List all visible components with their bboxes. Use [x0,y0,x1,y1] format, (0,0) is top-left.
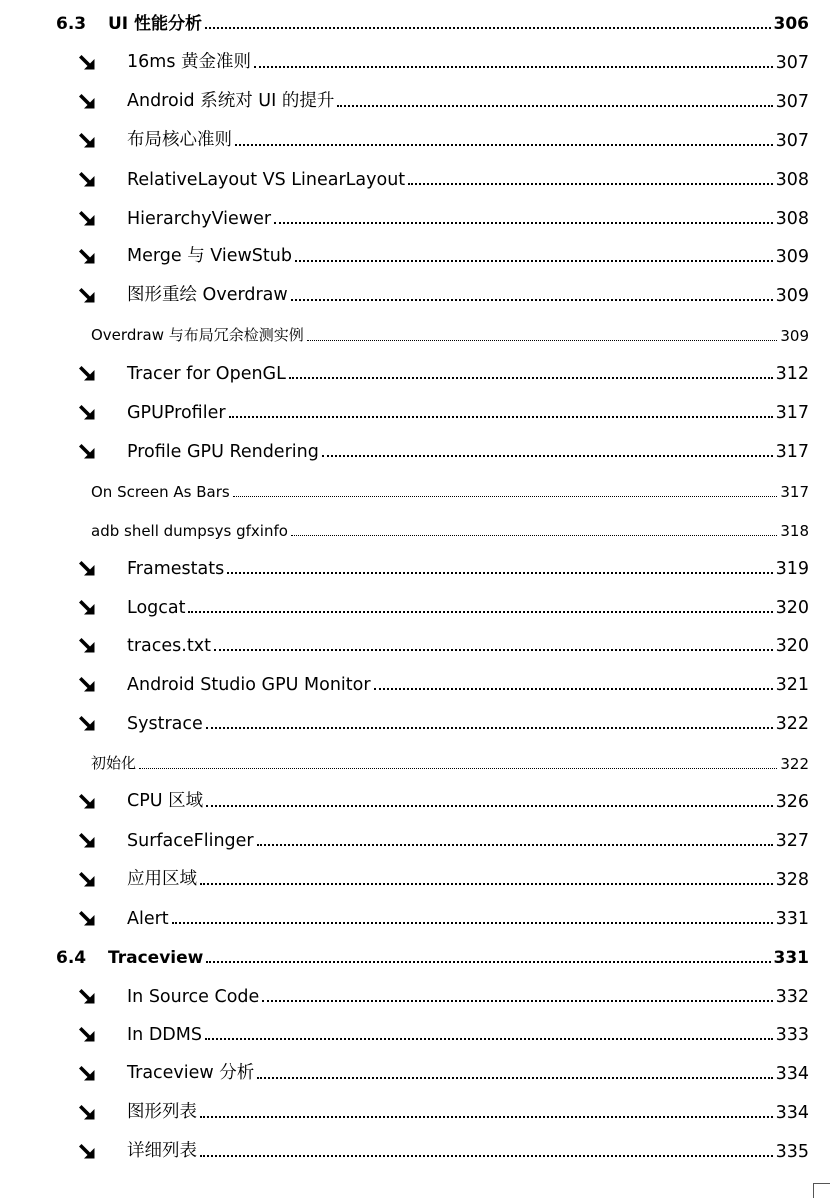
toc-entry[interactable] [0,43,830,73]
arrow-down-right-icon [78,440,127,462]
toc-entry-title: Android 系统对 UI 的提升 [127,90,335,111]
toc-entry-title: adb shell dumpsys gfxinfo [91,521,288,540]
section-title: UI 性能分析 [108,14,203,34]
toc-entry-title: RelativeLayout VS LinearLayout [127,169,406,190]
toc-entry-title: CPU 区域 [127,791,204,811]
dot-leader [257,1077,772,1079]
toc-entry[interactable] [0,4,830,34]
arrow-down-right-icon [78,712,127,734]
toc-entry[interactable] [0,393,830,423]
page-number: 308 [775,208,809,229]
toc-entry-title: 图形重绘 Overdraw [127,285,288,306]
dot-leader [206,727,773,729]
dot-leader [227,572,772,574]
toc-entry-title: 图形列表 [127,1102,197,1123]
toc-entry[interactable] [0,1093,830,1123]
arrow-down-right-icon [78,245,127,267]
toc-entry[interactable] [0,665,830,695]
toc-entry[interactable] [0,860,830,890]
page-number: 334 [775,1103,809,1124]
page-number: 332 [775,986,809,1007]
dot-leader [289,377,773,379]
toc-entry[interactable] [0,1054,830,1084]
toc-entry[interactable] [0,199,830,229]
page-number: 309 [775,286,809,307]
page-number: 334 [775,1064,809,1085]
arrow-down-right-icon [78,1023,127,1045]
toc-entry-title: In Source Code [127,986,260,1007]
toc-entry-title: GPUProfiler [127,403,226,423]
page-number: 333 [775,1025,809,1046]
dot-leader [291,535,777,536]
dot-leader [337,105,772,107]
page-number: 307 [775,130,809,151]
page-number: 307 [775,91,809,112]
page-number: 328 [775,869,809,890]
arrow-down-right-icon [78,985,127,1007]
toc-entry-title [56,948,203,968]
dot-leader [172,922,773,924]
toc-entry[interactable] [0,510,830,540]
page-number: 322 [780,755,809,774]
page-number: 318 [780,521,809,540]
toc-entry[interactable] [0,821,830,851]
arrow-down-right-icon [78,557,127,579]
page-number: 312 [775,364,809,385]
toc-entry-title: Traceview 分析 [127,1063,255,1084]
page-number: 326 [775,792,809,812]
page-number: 331 [773,947,809,968]
arrow-down-right-icon [78,362,127,384]
dot-leader [139,768,777,769]
arrow-down-right-icon [78,401,127,423]
arrow-down-right-icon [78,1140,127,1162]
toc-entry-title: Tracer for OpenGL [127,364,286,385]
page-number: 322 [775,714,809,735]
toc-entry-title: SurfaceFlinger [127,830,254,851]
dot-leader [374,688,773,690]
page-number: 308 [775,169,809,190]
arrow-down-right-icon [78,868,127,890]
toc-entry[interactable] [0,743,830,773]
arrow-down-right-icon [78,1062,127,1084]
toc-entry-title: HierarchyViewer [127,208,272,229]
toc-entry[interactable] [0,160,830,190]
toc-entry[interactable] [0,899,830,929]
dot-leader [262,1000,772,1002]
arrow-down-right-icon [78,634,127,656]
toc-entry[interactable] [0,471,830,501]
toc-entry-title: Overdraw 与布局冗余检测实例 [91,326,304,345]
dot-leader [200,1155,773,1157]
arrow-down-right-icon [78,907,127,929]
toc-entry-title: Framestats [127,558,225,579]
page-number: 320 [775,597,809,618]
page-number: 327 [775,830,809,851]
toc-entry-title [56,9,202,34]
arrow-down-right-icon [78,1101,127,1123]
toc-entry[interactable] [0,432,830,462]
page-number: 319 [775,558,809,579]
toc-entry-title: traces.txt [127,636,211,657]
dot-leader [214,649,773,651]
page-number: 335 [775,1142,809,1163]
dot-leader [408,183,772,185]
arrow-down-right-icon [78,673,127,695]
toc-entry-title: Logcat [127,597,186,618]
toc-entry[interactable] [0,626,830,656]
toc-entry-title: On Screen As Bars [91,482,230,501]
toc-entry[interactable] [0,938,830,968]
page-number: 331 [775,908,809,929]
page-number: 307 [775,52,809,73]
page-number: 317 [780,482,809,501]
toc-entry[interactable] [0,704,830,734]
arrow-down-right-icon [78,168,127,190]
toc-entry-title: 应用区域 [127,868,197,889]
toc-entry[interactable] [0,782,830,812]
page-number: 317 [775,441,809,462]
toc-entry-title: 详细列表 [127,1141,197,1162]
dot-leader [200,883,773,885]
toc-entry[interactable] [0,977,830,1007]
toc-entry[interactable] [0,549,830,579]
arrow-down-right-icon [78,284,127,306]
toc-entry-title: 初始化 [91,754,137,773]
section-number: 6.4 [56,947,87,968]
toc-entry[interactable] [0,276,830,306]
dot-leader [205,27,770,29]
arrow-down-right-icon [78,90,127,112]
dot-leader [235,144,773,146]
arrow-down-right-icon [78,596,127,618]
dot-leader [257,844,773,846]
page-number: 317 [775,403,809,423]
dot-leader [254,66,773,68]
dot-leader [205,1038,773,1040]
dot-leader [200,1116,773,1118]
dot-leader [322,455,773,457]
toc-entry[interactable] [0,121,830,151]
page-number: 321 [775,675,809,696]
section-number: 6.3 [56,14,87,34]
toc-entry-title: Alert [127,908,169,929]
dot-leader [274,222,773,224]
page-number: 309 [780,327,809,346]
toc-entry-title: Systrace [127,714,203,735]
arrow-down-right-icon [78,207,127,229]
toc-entry-title: Merge 与 ViewStub [127,246,292,267]
toc-entry[interactable] [0,82,830,112]
toc-entry[interactable] [0,354,830,384]
dot-leader [307,340,778,341]
toc-entry-title: Android Studio GPU Monitor [127,675,371,696]
dot-leader [229,416,773,418]
toc-entry-title: In DDMS [127,1025,202,1046]
arrow-down-right-icon [78,51,127,73]
dot-leader [206,805,772,807]
toc-entry[interactable] [0,1132,830,1162]
toc-entry-title: Profile GPU Rendering [127,441,319,462]
toc-entry-title: 布局核心准则 [127,129,232,150]
toc-entry[interactable] [0,315,830,345]
dot-leader [233,496,778,497]
page-number: 309 [775,247,809,268]
arrow-down-right-icon [78,129,127,151]
arrow-down-right-icon [78,790,127,812]
toc-entry[interactable] [0,1015,830,1045]
dot-leader [291,299,773,301]
page-number: 320 [775,636,809,657]
page-number: 306 [773,14,809,34]
dot-leader [295,260,773,262]
section-title: Traceview [108,947,204,968]
dot-leader [206,961,770,963]
toc-entry[interactable] [0,588,830,618]
dot-leader [188,611,772,613]
arrow-down-right-icon [78,829,127,851]
page-corner-mark [813,1183,830,1198]
toc-entry-title: 16ms 黄金准则 [127,51,251,72]
toc-entry[interactable] [0,237,830,267]
